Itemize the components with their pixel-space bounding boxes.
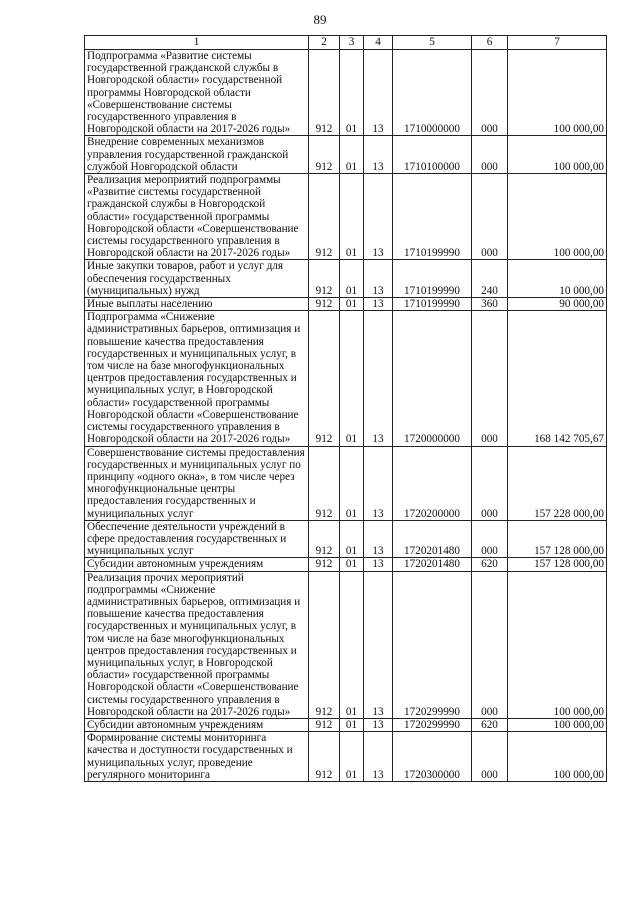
code-cell: 000 xyxy=(472,732,508,782)
code-cell: 13 xyxy=(364,571,393,718)
table-header-row xyxy=(85,36,607,50)
code-cell: 1720201480 xyxy=(393,520,472,558)
column-header: 3 xyxy=(340,36,364,50)
code-cell: 1710100000 xyxy=(393,136,472,174)
code-cell: 01 xyxy=(340,50,364,136)
amount-cell: 100 000,00 xyxy=(508,50,607,136)
table-row xyxy=(85,732,607,782)
row-name-cell: Иные выплаты населению xyxy=(85,298,309,311)
code-cell: 912 xyxy=(309,311,340,446)
table-row xyxy=(85,136,607,174)
code-cell: 1720201480 xyxy=(393,558,472,571)
amount-cell: 100 000,00 xyxy=(508,571,607,718)
code-cell: 912 xyxy=(309,50,340,136)
row-name-cell: Внедрение современных механизмов управления государственной гражданской службой Новгородской области xyxy=(85,136,309,174)
table-row xyxy=(85,520,607,558)
code-cell: 000 xyxy=(472,174,508,260)
code-cell: 912 xyxy=(309,260,340,298)
amount-cell: 168 142 705,67 xyxy=(508,311,607,446)
row-name-cell: Формирование системы мониторинга качества и доступности государственных и муниципальных услуг, проведение регулярного мониторинга xyxy=(85,732,309,782)
code-cell: 13 xyxy=(364,520,393,558)
code-cell: 912 xyxy=(309,174,340,260)
code-cell: 912 xyxy=(309,136,340,174)
code-cell: 01 xyxy=(340,260,364,298)
code-cell: 01 xyxy=(340,520,364,558)
table-row xyxy=(85,571,607,718)
row-name-cell: Обеспечение деятельности учреждений в сфере предоставления государственных и муниципальных услуг xyxy=(85,520,309,558)
code-cell: 620 xyxy=(472,718,508,731)
code-cell: 1720000000 xyxy=(393,311,472,446)
code-cell: 1720299990 xyxy=(393,571,472,718)
code-cell: 01 xyxy=(340,174,364,260)
row-name-cell: Подпрограмма «Снижение административных барьеров, оптимизация и повышение качества предоставления государственных и муниципальных услуг, в том числе на базе многофункциональных центров предоставления государственных и муниципальных услуг, в Новгородской области» государственной программы Новгородской области «Совершенствование системы государственного управления в Новгородской области на 2017-2026 годы» xyxy=(85,311,309,446)
code-cell: 01 xyxy=(340,571,364,718)
row-name-cell: Подпрограмма «Развитие системы государственной гражданской службы в Новгородской области» государственной программы Новгородской области «Совершенствование системы государственного управления в Новгородской области на 2017-2026 годы» xyxy=(85,50,309,136)
code-cell: 13 xyxy=(364,311,393,446)
code-cell: 912 xyxy=(309,298,340,311)
row-name-cell: Совершенствование системы предоставления государственных и муниципальных услуг по принципу «одного окна», в том числе через многофункциональные центры предоставления государственных и муниципальных услуг xyxy=(85,446,309,520)
code-cell: 1710199990 xyxy=(393,298,472,311)
code-cell: 01 xyxy=(340,298,364,311)
code-cell: 000 xyxy=(472,571,508,718)
code-cell: 360 xyxy=(472,298,508,311)
table-row xyxy=(85,446,607,520)
column-header: 5 xyxy=(393,36,472,50)
code-cell: 01 xyxy=(340,732,364,782)
amount-cell: 157 228 000,00 xyxy=(508,446,607,520)
code-cell: 000 xyxy=(472,136,508,174)
amount-cell: 157 128 000,00 xyxy=(508,520,607,558)
row-name-cell: Реализация прочих мероприятий подпрограммы «Снижение административных барьеров, оптимизация и повышение качества предоставления государственных и муниципальных услуг, в том числе на базе многофункциональных центров предоставления государственных и муниципальных услуг, в Новгородской области» государственной программы Новгородской области «Совершенствование системы государственного управления в Новгородской области на 2017-2026 годы» xyxy=(85,571,309,718)
code-cell: 13 xyxy=(364,260,393,298)
column-header: 6 xyxy=(472,36,508,50)
amount-cell: 100 000,00 xyxy=(508,136,607,174)
code-cell: 13 xyxy=(364,446,393,520)
code-cell: 1710000000 xyxy=(393,50,472,136)
code-cell: 912 xyxy=(309,446,340,520)
column-header: 1 xyxy=(85,36,309,50)
amount-cell: 157 128 000,00 xyxy=(508,558,607,571)
row-name-cell: Субсидии автономным учреждениям xyxy=(85,718,309,731)
code-cell: 13 xyxy=(364,718,393,731)
table-body xyxy=(85,50,607,782)
code-cell: 1720300000 xyxy=(393,732,472,782)
code-cell: 13 xyxy=(364,732,393,782)
column-header: 7 xyxy=(508,36,607,50)
code-cell: 13 xyxy=(364,50,393,136)
code-cell: 1720299990 xyxy=(393,718,472,731)
code-cell: 13 xyxy=(364,136,393,174)
code-cell: 1720200000 xyxy=(393,446,472,520)
code-cell: 000 xyxy=(472,520,508,558)
code-cell: 240 xyxy=(472,260,508,298)
code-cell: 13 xyxy=(364,558,393,571)
code-cell: 912 xyxy=(309,718,340,731)
code-cell: 000 xyxy=(472,311,508,446)
amount-cell: 10 000,00 xyxy=(508,260,607,298)
table-row xyxy=(85,558,607,571)
code-cell: 912 xyxy=(309,520,340,558)
code-cell: 01 xyxy=(340,446,364,520)
amount-cell: 90 000,00 xyxy=(508,298,607,311)
column-header: 2 xyxy=(309,36,340,50)
row-name-cell: Реализация мероприятий подпрограммы «Развитие системы государственной гражданской службы в Новгородской области» государственной программы Новгородской области «Совершенствование системы государственного управления в Новгородской области на 2017-2026 годы» xyxy=(85,174,309,260)
code-cell: 620 xyxy=(472,558,508,571)
budget-table xyxy=(84,35,607,782)
code-cell: 1710199990 xyxy=(393,174,472,260)
table-row xyxy=(85,50,607,136)
code-cell: 000 xyxy=(472,50,508,136)
table-row xyxy=(85,718,607,731)
code-cell: 01 xyxy=(340,311,364,446)
row-name-cell: Субсидии автономным учреждениям xyxy=(85,558,309,571)
amount-cell: 100 000,00 xyxy=(508,174,607,260)
row-name-cell: Иные закупки товаров, работ и услуг для обеспечения государственных (муниципальных) нужд xyxy=(85,260,309,298)
code-cell: 912 xyxy=(309,732,340,782)
table-row xyxy=(85,298,607,311)
code-cell: 01 xyxy=(340,136,364,174)
table-row xyxy=(85,311,607,446)
code-cell: 000 xyxy=(472,446,508,520)
code-cell: 912 xyxy=(309,571,340,718)
amount-cell: 100 000,00 xyxy=(508,718,607,731)
amount-cell: 100 000,00 xyxy=(508,732,607,782)
column-header: 4 xyxy=(364,36,393,50)
code-cell: 01 xyxy=(340,558,364,571)
page-number: 89 xyxy=(313,12,327,27)
code-cell: 01 xyxy=(340,718,364,731)
code-cell: 912 xyxy=(309,558,340,571)
code-cell: 13 xyxy=(364,298,393,311)
code-cell: 1710199990 xyxy=(393,260,472,298)
code-cell: 13 xyxy=(364,174,393,260)
table-row xyxy=(85,174,607,260)
table-row xyxy=(85,260,607,298)
